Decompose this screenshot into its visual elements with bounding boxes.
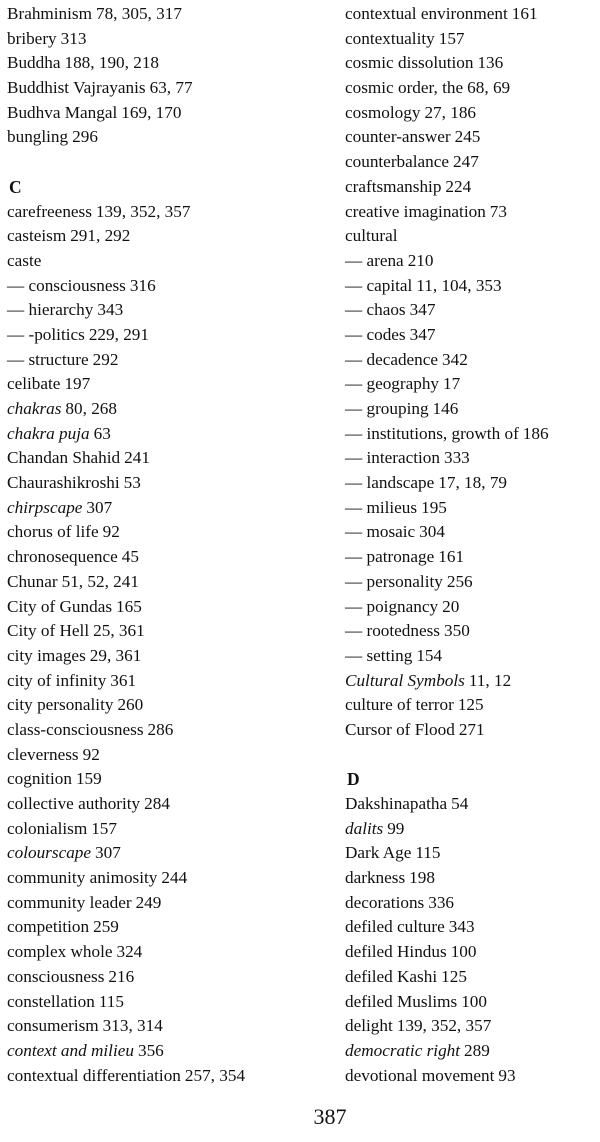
entry-term: contextuality — [345, 28, 435, 48]
index-entry — [345, 1039, 597, 1064]
entry-term: cleverness — [7, 744, 79, 764]
entry-term: — mosaic — [345, 522, 415, 541]
entry-pages: 260 — [117, 695, 144, 715]
entry-term: constellation — [7, 991, 95, 1011]
entry-term: collective authority — [7, 794, 141, 813]
entry-pages: 342 — [442, 349, 468, 369]
entry-term: cosmic dissolution — [345, 53, 474, 73]
entry-term: City of Gundas — [7, 596, 113, 616]
entry-term: cosmology — [345, 102, 421, 122]
index-entry — [345, 175, 597, 200]
entry-term: cultural — [345, 226, 398, 246]
entry-term: darkness — [345, 868, 406, 888]
entry-pages: 80, 268 — [65, 399, 117, 418]
index-entry — [7, 224, 337, 249]
entry-pages: 333 — [443, 448, 470, 468]
index-entry — [7, 965, 337, 990]
entry-term: city of infinity — [7, 670, 107, 690]
entry-pages: 100 — [450, 942, 477, 962]
entry-term: chakras — [7, 399, 62, 418]
index-entry — [345, 150, 597, 175]
entry-pages: 68, 69 — [467, 78, 511, 98]
entry-term: counterbalance — [345, 152, 450, 172]
entry-term: complex whole — [7, 942, 113, 962]
entry-pages: 256 — [446, 571, 473, 591]
index-entry — [7, 767, 337, 792]
entry-term: — -politics — [7, 325, 85, 344]
entry-term: consumerism — [7, 1016, 99, 1036]
index-entry — [7, 249, 337, 274]
index-entry — [7, 471, 337, 496]
entry-term: Chaurashikroshi — [7, 473, 120, 493]
index-entry — [7, 595, 337, 620]
entry-pages: 347 — [409, 300, 436, 320]
entry-term: Brahminism — [7, 4, 92, 23]
entry-term: Chunar — [7, 571, 58, 591]
entry-pages: 271 — [458, 719, 485, 739]
index-subentry — [345, 471, 597, 496]
entry-term: — hierarchy — [7, 300, 93, 319]
entry-term: City of Hell — [7, 621, 90, 641]
index-entry — [7, 76, 337, 101]
index-entry — [7, 693, 337, 718]
entry-pages: 11, 12 — [468, 670, 512, 690]
entry-pages: 92 — [102, 522, 120, 542]
entry-term: — structure — [7, 350, 89, 369]
entry-pages: 324 — [116, 942, 143, 962]
index-subentry — [345, 496, 597, 521]
entry-term: cognition — [7, 769, 72, 789]
entry-term: democratic right — [345, 1040, 461, 1060]
entry-term: Buddhist Vajrayanis — [7, 78, 146, 98]
entry-term: community leader — [7, 892, 132, 912]
entry-pages: 313 — [60, 28, 87, 48]
entry-pages: 361 — [110, 670, 137, 690]
index-entry — [7, 570, 337, 595]
index-entry — [345, 940, 597, 965]
entry-term: class-consciousness — [7, 719, 144, 739]
entry-pages: 304 — [419, 522, 445, 542]
index-entry — [7, 27, 337, 52]
entry-term: — arena — [345, 251, 404, 270]
index-subentry — [345, 595, 597, 620]
entry-pages: 307 — [95, 843, 121, 863]
index-entry — [345, 965, 597, 990]
entry-term: Budhva Mangal — [7, 102, 118, 122]
index-entry — [7, 718, 337, 743]
index-subentry — [345, 249, 597, 274]
entry-pages: 259 — [93, 917, 119, 937]
index-subentry — [345, 520, 597, 545]
index-entry — [345, 76, 597, 101]
entry-term: competition — [7, 917, 90, 937]
entry-pages: 197 — [64, 374, 91, 394]
entry-pages: 25, 361 — [93, 621, 145, 641]
entry-pages: 93 — [498, 1065, 516, 1085]
index-entry — [7, 496, 337, 521]
entry-pages: 51, 52, 241 — [61, 571, 139, 591]
entry-term: delight — [345, 1016, 393, 1036]
index-subentry — [345, 323, 597, 348]
entry-term: — consciousness — [7, 276, 126, 295]
index-entry — [7, 1064, 337, 1089]
entry-term: decorations — [345, 892, 425, 912]
entry-pages: 100 — [461, 991, 487, 1011]
index-entry — [345, 841, 597, 866]
entry-term: contextual environment — [345, 4, 508, 23]
entry-pages: 216 — [108, 966, 135, 986]
entry-pages: 78, 305, 317 — [95, 4, 182, 23]
entry-term: bungling — [7, 127, 69, 147]
index-subentry — [345, 348, 597, 373]
entry-term: caste — [7, 250, 42, 270]
entry-term: consciousness — [7, 966, 105, 986]
entry-pages: 63 — [93, 423, 111, 443]
entry-term: — rootedness — [345, 621, 440, 640]
entry-pages: 54 — [451, 794, 469, 813]
entry-term: chronosequence — [7, 547, 118, 567]
index-subentry — [7, 274, 337, 299]
entry-term: — patronage — [345, 547, 434, 566]
index-entry — [7, 422, 337, 447]
entry-term: casteism — [7, 226, 67, 246]
entry-pages: 146 — [432, 399, 459, 418]
entry-term: chirpscape — [7, 497, 83, 517]
index-entry — [345, 200, 597, 225]
entry-term: — codes — [345, 325, 406, 344]
section-letter: D — [347, 769, 360, 790]
index-subentry — [345, 619, 597, 644]
entry-term: chakra puja — [7, 423, 90, 443]
entry-term: — milieus — [345, 498, 417, 517]
entry-pages: 115 — [98, 991, 124, 1011]
index-entry — [7, 940, 337, 965]
entry-term: community animosity — [7, 868, 158, 888]
index-entry — [7, 891, 337, 916]
entry-pages: 286 — [147, 719, 174, 739]
entry-pages: 125 — [441, 966, 467, 986]
entry-pages: 139, 352, 357 — [95, 201, 191, 221]
index-entry — [7, 397, 337, 422]
entry-term: Dark Age — [345, 843, 412, 863]
entry-pages: 17 — [443, 374, 461, 394]
index-entry — [345, 669, 597, 694]
entry-term: — decadence — [345, 350, 438, 369]
entry-pages: 53 — [123, 473, 141, 493]
index-subentry — [345, 274, 597, 299]
entry-term: context and milieu — [7, 1040, 134, 1060]
entry-term: Chandan Shahid — [7, 448, 121, 468]
entry-term: — poignancy — [345, 597, 438, 616]
entry-term: colourscape — [7, 843, 92, 863]
index-subentry — [345, 397, 597, 422]
entry-pages: 224 — [445, 176, 472, 196]
entry-term: colonialism — [7, 818, 88, 838]
index-entry — [345, 51, 597, 76]
index-entry — [7, 866, 337, 891]
entry-pages: 161 — [438, 547, 465, 567]
entry-pages: 63, 77 — [149, 78, 193, 98]
entry-pages: 257, 354 — [184, 1065, 246, 1085]
index-entry — [345, 1064, 597, 1089]
entry-pages: 11, 104, 353 — [416, 275, 502, 295]
entry-term: — capital — [345, 276, 412, 295]
entry-term: celibate — [7, 374, 61, 394]
entry-pages: 125 — [457, 695, 484, 715]
entry-pages: 17, 18, 79 — [438, 473, 507, 493]
index-entry — [345, 915, 597, 940]
entry-pages: 165 — [116, 596, 142, 616]
entry-pages: 336 — [428, 892, 455, 912]
index-entry — [7, 1039, 337, 1064]
entry-pages: 244 — [161, 868, 188, 888]
entry-pages: 186 — [522, 423, 549, 443]
index-subentry — [345, 545, 597, 570]
entry-term: — setting — [345, 646, 412, 665]
index-entry — [7, 125, 337, 150]
entry-term: carefreeness — [7, 201, 92, 221]
section-letter: C — [9, 176, 22, 197]
entry-pages: 99 — [387, 818, 405, 838]
entry-term: Cursor of Flood — [345, 719, 455, 739]
index-subentry — [345, 298, 597, 323]
index-column-right — [345, 2, 597, 1088]
entry-pages: 92 — [82, 744, 100, 764]
entry-term: — institutions, growth of — [345, 424, 519, 443]
entry-pages: 161 — [511, 4, 538, 23]
index-entry — [345, 693, 597, 718]
entry-term: craftsmanship — [345, 176, 442, 196]
index-entry — [345, 27, 597, 52]
entry-pages: 20 — [442, 596, 460, 616]
index-entry — [7, 101, 337, 126]
entry-term: cosmic order, the — [345, 78, 464, 98]
index-subentry — [345, 372, 597, 397]
entry-term: bribery — [7, 28, 57, 48]
index-subentry — [7, 348, 337, 373]
index-subentry — [7, 323, 337, 348]
index-entry — [7, 372, 337, 397]
entry-pages: 45 — [121, 547, 139, 567]
entry-pages: 136 — [477, 53, 504, 73]
entry-term: culture of terror — [345, 695, 454, 715]
index-subentry — [7, 298, 337, 323]
index-entry — [345, 718, 597, 743]
entry-term: city personality — [7, 695, 114, 715]
entry-pages: 29, 361 — [89, 645, 142, 665]
index-entry — [345, 891, 597, 916]
index-entry — [7, 792, 337, 817]
entry-pages: 195 — [421, 497, 447, 517]
index-subentry — [345, 446, 597, 471]
entry-pages: 316 — [129, 275, 156, 295]
entry-pages: 159 — [75, 769, 102, 789]
index-entry — [7, 200, 337, 225]
entry-pages: 157 — [438, 28, 465, 48]
entry-pages: 289 — [464, 1040, 490, 1060]
index-column-left — [7, 2, 337, 1088]
entry-pages: 27, 186 — [424, 102, 476, 122]
index-entry — [345, 866, 597, 891]
entry-term: counter-answer — [345, 127, 451, 147]
index-entry — [7, 2, 337, 27]
entry-term: dalits — [345, 818, 384, 838]
index-entry — [345, 990, 597, 1015]
entry-pages: 229, 291 — [88, 324, 149, 344]
entry-term: — interaction — [345, 448, 440, 467]
index-entry — [345, 2, 597, 27]
index-entry — [7, 644, 337, 669]
index-subentry — [345, 644, 597, 669]
index-entry — [345, 224, 597, 249]
index-entry — [7, 446, 337, 471]
index-entry — [7, 669, 337, 694]
entry-pages: 198 — [409, 868, 435, 888]
entry-pages: 245 — [454, 127, 481, 147]
entry-term: creative imagination — [345, 201, 486, 221]
entry-pages: 247 — [453, 152, 479, 172]
entry-term: — landscape — [345, 473, 434, 492]
index-subentry — [345, 422, 597, 447]
entry-term: defiled culture — [345, 917, 445, 937]
entry-pages: 307 — [86, 497, 113, 517]
entry-pages: 356 — [137, 1040, 164, 1060]
index-entry — [345, 792, 597, 817]
entry-pages: 157 — [91, 818, 117, 838]
entry-term: Cultural Symbols — [345, 670, 465, 690]
entry-term: Dakshinapatha — [345, 794, 448, 813]
index-subentry — [345, 570, 597, 595]
entry-term: contextual differentiation — [7, 1065, 181, 1085]
entry-pages: 343 — [448, 917, 475, 937]
entry-term: chorus of life — [7, 522, 99, 542]
entry-pages: 313, 314 — [102, 1016, 163, 1036]
entry-pages: 139, 352, 357 — [396, 1016, 492, 1036]
entry-term: city images — [7, 645, 86, 665]
entry-term: devotional movement — [345, 1065, 495, 1085]
entry-term: — grouping — [345, 399, 429, 418]
index-entry — [345, 101, 597, 126]
index-entry — [7, 619, 337, 644]
index-entry — [7, 841, 337, 866]
entry-pages: 249 — [135, 892, 162, 912]
entry-pages: 292 — [92, 349, 119, 369]
entry-term: defiled Muslims — [345, 991, 458, 1011]
index-entry — [7, 545, 337, 570]
entry-pages: 154 — [416, 645, 443, 665]
entry-pages: 115 — [415, 843, 441, 863]
entry-term: — chaos — [345, 300, 406, 319]
index-entry — [345, 1014, 597, 1039]
entry-term: defiled Hindus — [345, 942, 447, 962]
entry-pages: 188, 190, 218 — [64, 53, 159, 73]
entry-term: Buddha — [7, 53, 61, 73]
entry-pages: 73 — [489, 201, 507, 221]
index-entry — [345, 125, 597, 150]
entry-term: defiled Kashi — [345, 966, 438, 986]
index-entry — [7, 743, 337, 768]
index-entry — [7, 520, 337, 545]
index-entry — [7, 817, 337, 842]
index-entry — [7, 51, 337, 76]
entry-pages: 241 — [124, 448, 150, 468]
entry-pages: 291, 292 — [70, 226, 131, 246]
index-entry — [345, 817, 597, 842]
entry-term: — geography — [345, 374, 439, 393]
entry-term: — personality — [345, 572, 443, 591]
entry-pages: 169, 170 — [121, 102, 182, 122]
index-entry — [7, 915, 337, 940]
entry-pages: 347 — [409, 324, 436, 344]
entry-pages: 296 — [72, 127, 98, 147]
entry-pages: 284 — [144, 794, 170, 813]
entry-pages: 350 — [444, 621, 470, 641]
index-entry — [7, 1014, 337, 1039]
index-entry — [7, 990, 337, 1015]
entry-pages: 343 — [97, 300, 124, 320]
page-number: 387 — [313, 1104, 347, 1129]
entry-pages: 210 — [407, 250, 434, 270]
